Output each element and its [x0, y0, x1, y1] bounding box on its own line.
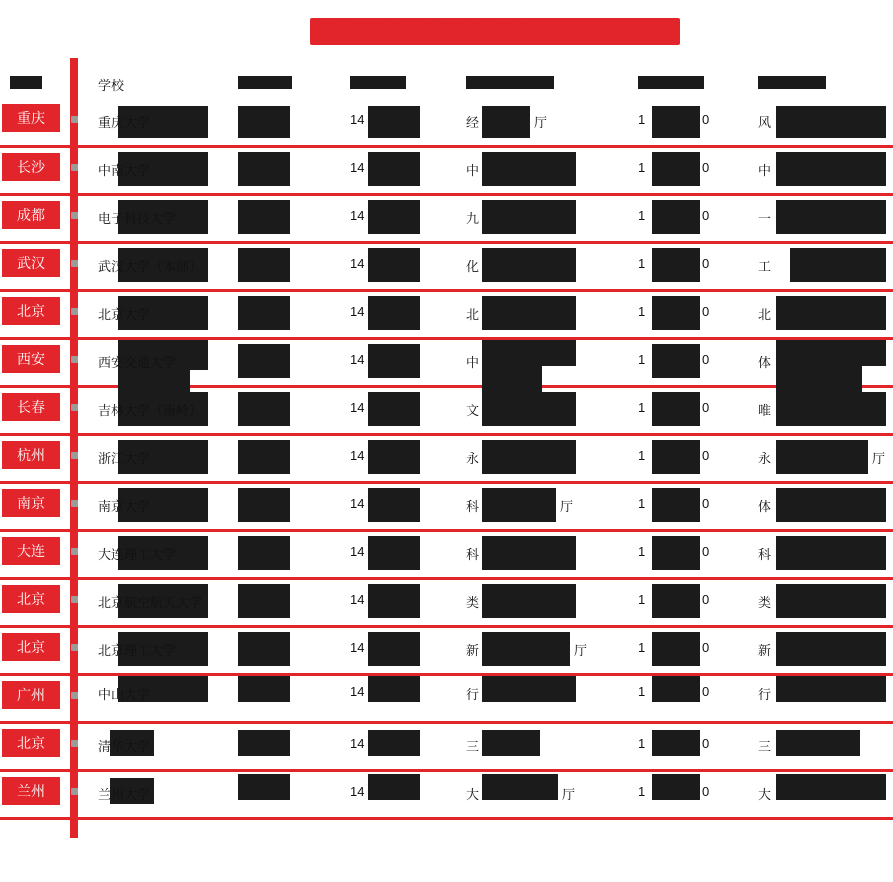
rail-bullet	[71, 356, 78, 363]
visit-place-redaction	[776, 488, 886, 522]
visit-place-tail: 厅	[872, 451, 886, 466]
visit-place: 北	[758, 307, 772, 322]
visit-place: 科	[758, 547, 772, 562]
city-chip[interactable]: 长春	[2, 393, 60, 421]
visit-place-redaction	[776, 632, 886, 666]
signup-time-tail: 0	[702, 684, 710, 699]
camp-place: 大	[466, 787, 480, 802]
apply-time: 14	[350, 160, 365, 175]
apply-time-redaction	[368, 200, 420, 234]
signup-time-redaction	[652, 106, 700, 138]
visit-place-redaction	[776, 536, 886, 570]
page-title-banner	[310, 18, 680, 45]
camp-place-redaction	[482, 676, 576, 702]
rail-bullet	[71, 404, 78, 411]
signup-time: 1	[638, 400, 646, 415]
college-redaction	[238, 200, 290, 234]
school-name: 电子科技大学	[98, 211, 177, 226]
signup-time-redaction	[652, 488, 700, 522]
visit-place-redaction	[776, 340, 886, 366]
city-chip[interactable]: 北京	[2, 729, 60, 757]
row-divider	[0, 721, 893, 724]
signup-time: 1	[638, 736, 646, 751]
signup-time-redaction	[652, 440, 700, 474]
city-chip[interactable]: 广州	[2, 681, 60, 709]
signup-time: 1	[638, 592, 646, 607]
camp-place: 中	[466, 163, 480, 178]
apply-time: 14	[350, 352, 365, 367]
signup-time-redaction	[652, 296, 700, 330]
college-redaction	[238, 730, 290, 756]
row-divider	[0, 193, 893, 196]
school-name: 浙江大学	[98, 451, 151, 466]
visit-place-redaction	[776, 200, 886, 234]
camp-place: 行	[466, 687, 480, 702]
college-redaction	[238, 440, 290, 474]
apply-time-redaction	[368, 392, 420, 426]
camp-place: 文	[466, 403, 480, 418]
apply-time-redaction	[368, 488, 420, 522]
school-name: 南京大学	[98, 499, 151, 514]
city-chip[interactable]: 重庆	[2, 104, 60, 132]
apply-time: 14	[350, 208, 365, 223]
rail-bullet	[71, 788, 78, 795]
row-divider	[0, 625, 893, 628]
camp-place-redaction	[482, 106, 530, 138]
camp-place: 北	[466, 307, 480, 322]
camp-place: 科	[466, 499, 480, 514]
camp-place-tail: 厅	[560, 499, 574, 514]
school-name: 北京大学	[98, 307, 151, 322]
signup-time-redaction	[652, 584, 700, 618]
signup-time: 1	[638, 544, 646, 559]
apply-time: 14	[350, 592, 365, 607]
apply-time-redaction	[368, 152, 420, 186]
signup-time-redaction	[652, 200, 700, 234]
apply-time: 14	[350, 736, 365, 751]
school-name: 西安交通大学	[98, 355, 177, 370]
camp-place-redaction	[482, 774, 558, 800]
camp-place: 化	[466, 259, 480, 274]
visit-place-redaction	[790, 248, 886, 282]
college-redaction	[238, 774, 290, 800]
school-name: 中山大学	[98, 687, 151, 702]
visit-place-redaction	[776, 440, 868, 474]
rail-bullet	[71, 548, 78, 555]
signup-time-tail: 0	[702, 544, 710, 559]
row-divider	[0, 241, 893, 244]
city-chip[interactable]: 西安	[2, 345, 60, 373]
camp-place: 三	[466, 739, 480, 754]
school-name: 武汉大学（本部）	[98, 259, 203, 274]
visit-place: 类	[758, 595, 772, 610]
apply-time-redaction	[368, 632, 420, 666]
visit-place: 工	[758, 259, 772, 274]
apply-time-redaction	[368, 730, 420, 756]
apply-time-redaction	[368, 440, 420, 474]
school-name: 北京理工大学	[98, 643, 177, 658]
college-redaction	[238, 344, 290, 378]
signup-time-tail: 0	[702, 208, 710, 223]
camp-place-redaction	[482, 440, 576, 474]
college-redaction	[238, 632, 290, 666]
camp-place-redaction	[482, 488, 556, 522]
visit-place: 体	[758, 499, 772, 514]
college-redaction	[238, 536, 290, 570]
apply-time: 14	[350, 112, 365, 127]
college-redaction	[238, 248, 290, 282]
signup-time: 1	[638, 496, 646, 511]
camp-place-tail: 厅	[534, 115, 548, 130]
visit-place: 大	[758, 787, 772, 802]
rail-bullet	[71, 164, 78, 171]
camp-place-redaction	[482, 632, 570, 666]
camp-place-redaction	[482, 296, 576, 330]
rail-bullet	[71, 212, 78, 219]
rail-bullet	[71, 740, 78, 747]
city-chip[interactable]: 北京	[2, 297, 60, 325]
visit-place-redaction	[776, 152, 886, 186]
apply-time: 14	[350, 784, 365, 799]
apply-time: 14	[350, 256, 365, 271]
signup-time: 1	[638, 784, 646, 799]
city-chip[interactable]: 武汉	[2, 249, 60, 277]
city-chip[interactable]: 兰州	[2, 777, 60, 805]
visit-place: 体	[758, 355, 772, 370]
column-header-camp-place	[466, 76, 554, 89]
college-redaction	[238, 584, 290, 618]
apply-time-redaction	[368, 106, 420, 138]
signup-time: 1	[638, 352, 646, 367]
visit-place: 行	[758, 687, 772, 702]
camp-place: 经	[466, 115, 480, 130]
apply-time: 14	[350, 400, 365, 415]
school-name: 大连理工大学	[98, 547, 177, 562]
row-divider	[0, 481, 893, 484]
signup-time: 1	[638, 684, 646, 699]
rail-bullet	[71, 692, 78, 699]
signup-time-redaction	[652, 344, 700, 378]
signup-time-tail: 0	[702, 592, 710, 607]
visit-place-redaction	[776, 106, 886, 138]
camp-place: 科	[466, 547, 480, 562]
visit-place: 一	[758, 211, 772, 226]
college-redaction	[238, 106, 290, 138]
apply-time-redaction	[368, 248, 420, 282]
signup-time-tail: 0	[702, 160, 710, 175]
camp-place-tail: 厅	[574, 643, 588, 658]
apply-time: 14	[350, 304, 365, 319]
signup-time-tail: 0	[702, 448, 710, 463]
visit-place-redaction	[776, 296, 886, 330]
signup-time-redaction	[652, 632, 700, 666]
apply-time-redaction	[368, 774, 420, 800]
camp-place-redaction	[482, 152, 576, 186]
signup-time-tail: 0	[702, 400, 710, 415]
signup-time-tail: 0	[702, 784, 710, 799]
signup-time: 1	[638, 112, 646, 127]
camp-place-redaction	[482, 340, 576, 366]
apply-time: 14	[350, 640, 365, 655]
city-chip[interactable]: 长沙	[2, 153, 60, 181]
visit-place: 中	[758, 163, 772, 178]
apply-time-redaction	[368, 584, 420, 618]
camp-place-redaction	[482, 392, 576, 426]
visit-place: 唯	[758, 403, 772, 418]
visit-place-redaction	[776, 676, 886, 702]
column-header-school: 学校	[98, 78, 125, 93]
camp-place-redaction	[482, 248, 576, 282]
row-divider	[0, 529, 893, 532]
signup-time: 1	[638, 208, 646, 223]
school-name: 清华大学	[98, 739, 151, 754]
visit-place: 永	[758, 451, 772, 466]
signup-time-tail: 0	[702, 640, 710, 655]
column-header-college	[238, 76, 292, 89]
apply-time-redaction	[368, 296, 420, 330]
signup-time-tail: 0	[702, 256, 710, 271]
school-name: 吉林大学（南岭）	[98, 403, 203, 418]
school-name: 中南大学	[98, 163, 151, 178]
camp-place-redaction	[482, 536, 576, 570]
row-divider	[0, 433, 893, 436]
page-title: 中国高校保研夏令营信息汇总表	[318, 23, 529, 40]
rail-bullet	[71, 116, 78, 123]
signup-time-redaction	[652, 536, 700, 570]
visit-place-redaction	[776, 730, 860, 756]
school-name: 重庆大学	[98, 115, 151, 130]
signup-time-redaction	[652, 774, 700, 800]
rail-bullet	[71, 500, 78, 507]
apply-time: 14	[350, 496, 365, 511]
signup-time: 1	[638, 640, 646, 655]
signup-time: 1	[638, 160, 646, 175]
city-chip[interactable]: 成都	[2, 201, 60, 229]
camp-place-tail: 厅	[562, 787, 576, 802]
signup-time: 1	[638, 256, 646, 271]
signup-time: 1	[638, 448, 646, 463]
camp-place: 类	[466, 595, 480, 610]
apply-time-redaction	[368, 536, 420, 570]
signup-time-redaction	[652, 676, 700, 702]
college-redaction	[238, 296, 290, 330]
city-chip[interactable]: 南京	[2, 489, 60, 517]
camp-place: 永	[466, 451, 480, 466]
visit-place-redaction	[776, 392, 886, 426]
camp-place: 九	[466, 211, 480, 226]
column-header-city	[10, 76, 42, 89]
apply-time-redaction	[368, 344, 420, 378]
visit-place: 三	[758, 739, 772, 754]
visit-place-redaction	[776, 584, 886, 618]
signup-time-redaction	[652, 248, 700, 282]
college-redaction	[238, 392, 290, 426]
camp-place-redaction	[482, 584, 576, 618]
college-redaction	[238, 488, 290, 522]
college-redaction	[238, 676, 290, 702]
row-divider	[0, 577, 893, 580]
apply-time-redaction	[368, 676, 420, 702]
rail-bullet	[71, 308, 78, 315]
rail-bullet	[71, 644, 78, 651]
column-header-apply-time	[350, 76, 406, 89]
signup-time-redaction	[652, 392, 700, 426]
visit-place: 风	[758, 115, 772, 130]
apply-time: 14	[350, 448, 365, 463]
row-divider	[0, 145, 893, 148]
visit-place-redaction	[776, 774, 886, 800]
signup-time: 1	[638, 304, 646, 319]
city-chip[interactable]: 北京	[2, 585, 60, 613]
signup-time-redaction	[652, 152, 700, 186]
signup-time-tail: 0	[702, 736, 710, 751]
city-chip[interactable]: 杭州	[2, 441, 60, 469]
signup-time-tail: 0	[702, 112, 710, 127]
row-divider	[0, 817, 893, 820]
apply-time: 14	[350, 544, 365, 559]
rail-bullet	[71, 260, 78, 267]
row-divider	[0, 769, 893, 772]
row-divider	[0, 289, 893, 292]
school-name: 兰州大学	[98, 787, 151, 802]
rail-bullet	[71, 452, 78, 459]
college-redaction	[238, 152, 290, 186]
signup-time-tail: 0	[702, 352, 710, 367]
camp-place-redaction	[482, 200, 576, 234]
signup-time-tail: 0	[702, 304, 710, 319]
apply-time: 14	[350, 684, 365, 699]
visit-place: 新	[758, 643, 772, 658]
camp-place: 新	[466, 643, 480, 658]
city-chip[interactable]: 北京	[2, 633, 60, 661]
city-chip[interactable]: 大连	[2, 537, 60, 565]
signup-time-tail: 0	[702, 496, 710, 511]
column-header-visit-place	[758, 76, 826, 89]
camp-place: 中	[466, 355, 480, 370]
rail-bullet	[71, 596, 78, 603]
camp-place-redaction	[482, 730, 540, 756]
school-name: 北京航空航天大学	[98, 595, 203, 610]
column-header-signup-time	[638, 76, 704, 89]
signup-time-redaction	[652, 730, 700, 756]
